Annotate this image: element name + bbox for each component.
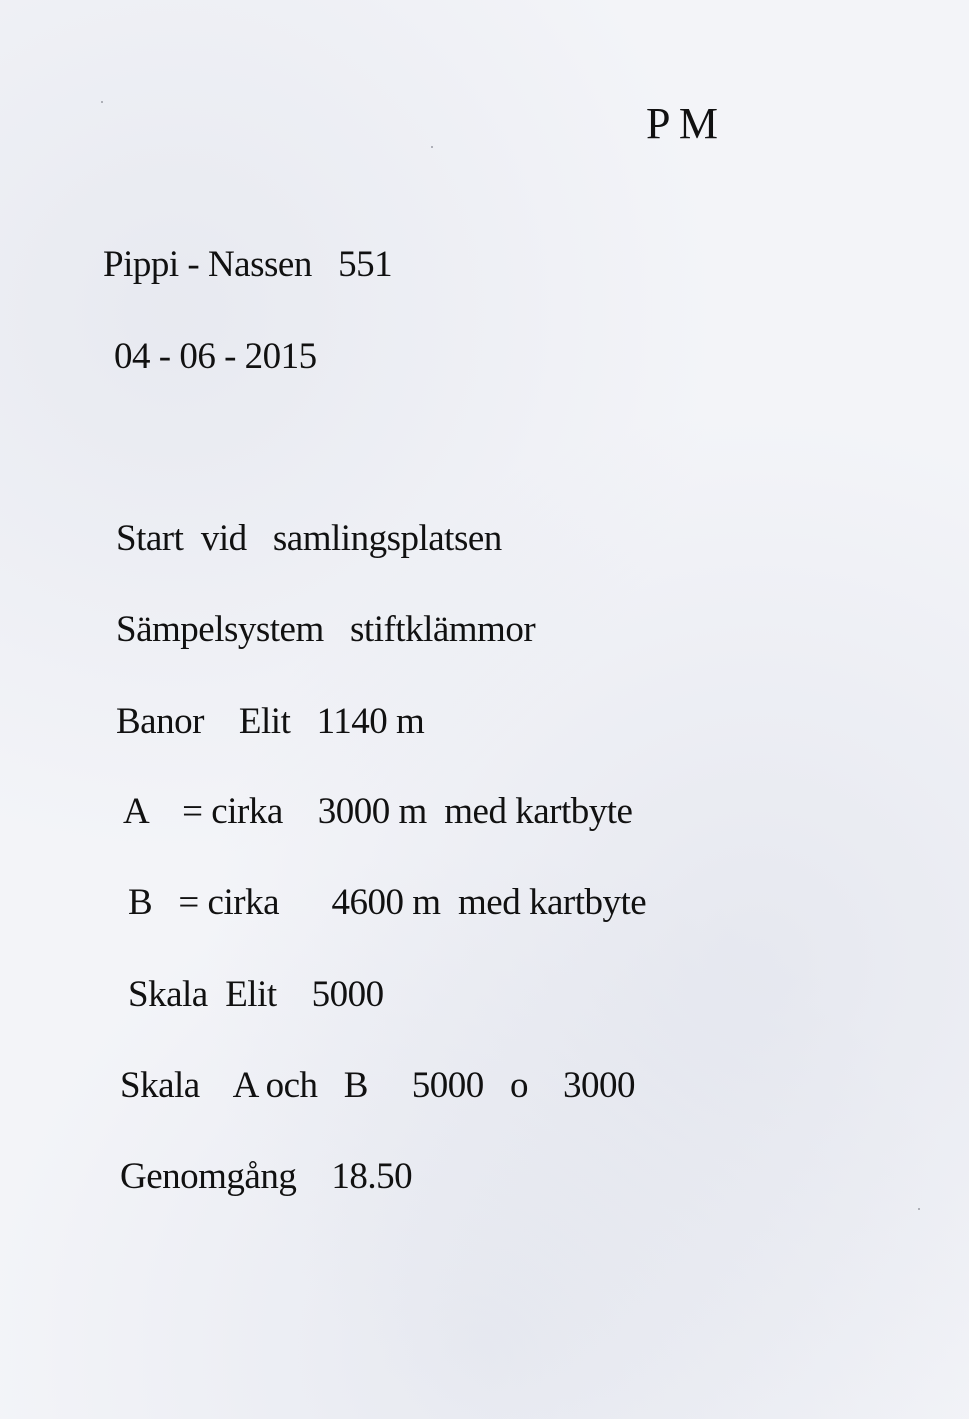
paper-speck	[431, 146, 433, 148]
course-a-line: A = cirka 3000 m med kartbyte	[123, 791, 633, 832]
paper-speck	[101, 101, 103, 103]
event-title: Pippi - Nassen 551	[103, 244, 393, 285]
paper-speck	[918, 1208, 920, 1210]
course-elite-line: Banor Elit 1140 m	[116, 701, 425, 742]
briefing-time-line: Genomgång 18.50	[120, 1156, 413, 1197]
scale-a-b-line: Skala A och B 5000 o 3000	[120, 1065, 635, 1106]
scale-elite-line: Skala Elit 5000	[128, 974, 384, 1015]
document-heading: P M	[646, 99, 718, 148]
event-date: 04 - 06 - 2015	[114, 336, 317, 377]
punching-system-line: Sämpelsystem stiftklämmor	[116, 609, 536, 650]
course-b-line: B = cirka 4600 m med kartbyte	[128, 882, 647, 923]
start-location-line: Start vid samlingsplatsen	[116, 518, 502, 559]
